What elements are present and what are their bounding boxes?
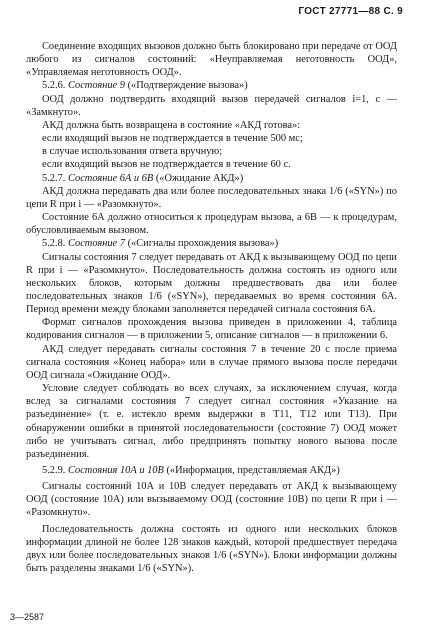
section-title: Состояния 10А и 10В: [68, 465, 164, 476]
paragraph: ООД должно подтвердить входящий вызов передачей сигналов i=1, c — «Замкнуто».: [26, 93, 397, 118]
paragraph: Состояние 6А должно относиться к процедурам вызова, а 6В — к процедурам, обусловливаемым вызовом.: [26, 212, 397, 237]
section-subtitle: («Подтверждение вызова»): [124, 80, 248, 92]
section-title: Состояние 7: [68, 238, 125, 250]
paragraph: Сигналы состояния 7 следует передавать от АКД к вызывающему ООД по цепи R при i — «Разомкнуто». Последовательность должна состоять из одного или нескольких блоков, которым должны предшествовать два или более последовательных знаков 1/6 («SYN»), передаваемых во время состояния 6А. Период времени между блоками заполняется передачей сигнала состояния 6А.: [26, 251, 397, 316]
paragraph: Последовательность должна состоять из одного или нескольких блоков информации длиной не более 128 знаков каждый, которой предшествует передача двух или более последовательных знаков 1/6 («SYN»). Блоки информации должны быть разделены знаками 1/6 («SYN»).: [26, 523, 397, 575]
section-number: 5.2.8.: [42, 238, 66, 250]
section-number: 5.2.7.: [42, 172, 66, 184]
section-number: 5.2.9.: [42, 465, 66, 476]
list-item: если входящий вызов не подтверждается в течение 60 с.: [42, 159, 291, 171]
section-title: Состояние 9: [68, 80, 125, 92]
page-header: ГОСТ 27771—88 С. 9: [298, 6, 403, 17]
paragraph: АКД следует передавать сигналы состояния 7 в течение 20 с после приема сигнала состояния «Конец набора» или в случае прямого вызова после передачи ООД сигнала «Ожидание ООД».: [26, 343, 397, 381]
section-heading: [26, 464, 397, 477]
section-subtitle: («Ожидание АКД»): [153, 172, 244, 184]
paragraph: Соединение входящих вызовов должно быть блокировано при передаче от ООД любого из сигналов состояний: «Неуправляемая неготовность ООД», «Управляемая неготовность ООД».: [26, 41, 397, 79]
document-body: [26, 40, 397, 575]
section-title: Состояние 6А и 6В: [68, 172, 154, 184]
section-heading: [26, 172, 397, 185]
section-heading: [26, 79, 397, 92]
paragraph: Сигналы состояний 10А и 10В следует передавать от АКД к вызывающему ООД (состояние 10А) или вызываемому ООД (состояние 10В) по цепи R при i — «Разомкнуто».: [26, 481, 397, 519]
paragraph: Условие следует соблюдать во всех случаях, за исключением случая, когда вслед за сигналами состояния 7 следует сигнал состояния «Указание на разъединение» (т. е. истекло время выдержки в Т11, Т12 или Т13). При обнаружении ошибки в принятой последовательности (состояние 7) ООД может либо не учитывать сигнал, либо предпринять попытку нового вызова после разъединения.: [26, 383, 397, 460]
page-footer: 3—2587: [10, 612, 45, 622]
paragraph: Формат сигналов прохождения вызова приведен в приложении 4, таблица кодирования сигналов — в приложении 5, описание сигналов — в приложении 6.: [26, 317, 397, 342]
section-heading: [26, 237, 397, 250]
paragraph: АКД должна быть возвращена в состояние «АКД готова»:: [42, 119, 301, 131]
section-subtitle: («Сигналы прохождения вызова»): [124, 238, 279, 250]
list-item: в случае использования ответа вручную;: [42, 146, 223, 158]
paragraph: АКД должна передавать два или более последовательных знака 1/6 («SYN») по цепи R при i — «Разомкнуто».: [26, 185, 397, 210]
section-subtitle: («Информация, представляемая АКД»): [163, 465, 340, 476]
list-item: если входящий вызов не подтверждается в течение 500 мс;: [42, 133, 303, 145]
section-number: 5.2.6.: [42, 80, 66, 92]
